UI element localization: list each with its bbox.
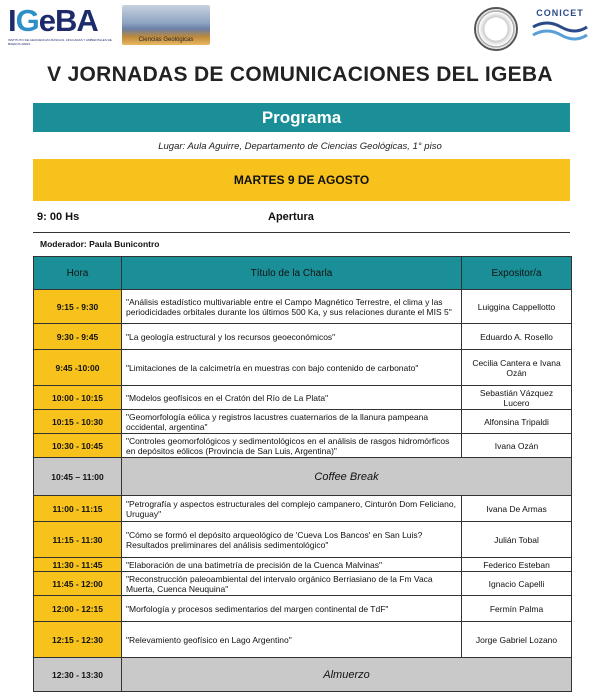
cell-hora: 12:00 - 12:15 [34, 596, 122, 622]
table-row-break [34, 658, 572, 692]
header-expositor: Expositor/a [462, 257, 572, 290]
cell-expositor: Ivana Ozán [462, 434, 572, 458]
table-row [34, 622, 572, 658]
table-row [34, 290, 572, 324]
conicet-wave-icon [531, 21, 589, 43]
cell-titulo: "Morfología y procesos sedimentarios del margen continental de TdF" [122, 596, 462, 622]
header-titulo: Título de la Charla [122, 257, 462, 290]
cell-titulo: "Análisis estadístico multivariable entre el Campo Magnético Terrestre, el clima y las periodicidades orbitales durante los últimos 500 Ka, y sus relaciones durante el MIS 5" [122, 290, 462, 324]
cell-hora: 9:45 -10:00 [34, 350, 122, 386]
cell-hora: 11:30 - 11:45 [34, 558, 122, 572]
opening-row [33, 208, 570, 233]
cell-hora: 11:15 - 11:30 [34, 522, 122, 558]
opening-time: 9: 00 Hs [37, 211, 80, 223]
cell-expositor: Cecilia Cantera e Ivana Ozán [462, 350, 572, 386]
cell-titulo: "Controles geomorfológicos y sedimentológicos en el análisis de rasgos hidromórficos en depósitos eólicos (Provincia de San Luis, Argentina)" [122, 434, 462, 458]
conicet-logo [528, 8, 592, 48]
program-table-body [34, 290, 572, 692]
page-title: V JORNADAS DE COMUNICACIONES DEL IGEBA [47, 63, 553, 86]
cell-titulo: "Petrografía y aspectos estructurales del complejo campanero, Cinturón Dom Feliciano, Uruguay" [122, 496, 462, 522]
moderator-text: Moderador: Paula Bunicontro [40, 239, 160, 249]
cell-titulo: "La geología estructural y los recursos geoeconómicos" [122, 324, 462, 350]
igeba-logo-text: IGeBA [8, 3, 98, 38]
table-row [34, 596, 572, 622]
ciencias-geologicas-logo [122, 5, 210, 45]
cell-titulo: "Reconstrucción paleoambiental del intervalo orgánico Berriasiano de la Fm Vaca Muerta, Cuenca Neuquina" [122, 572, 462, 596]
cell-hora: 10:15 - 10:30 [34, 410, 122, 434]
cell-expositor: Ivana De Armas [462, 496, 572, 522]
table-row [34, 434, 572, 458]
cell-titulo: "Limitaciones de la calcimetría en muestras con bajo contenido de carbonato" [122, 350, 462, 386]
igeba-logo [8, 3, 116, 46]
cell-expositor: Luiggina Cappellotto [462, 290, 572, 324]
cell-titulo: "Relevamiento geofísico en Lago Argentino" [122, 622, 462, 658]
university-seal-icon [474, 7, 518, 51]
geo-logo-caption: Ciencias Geológicas [138, 37, 194, 43]
cell-hora: 9:15 - 9:30 [34, 290, 122, 324]
table-row [34, 558, 572, 572]
table-row [34, 350, 572, 386]
table-row [34, 496, 572, 522]
table-row [34, 572, 572, 596]
cell-expositor: Sebastián Vázquez Lucero [462, 386, 572, 410]
cell-expositor: Eduardo A. Rosello [462, 324, 572, 350]
igeba-logo-subtext: INSTITUTO DE GEOCIENCIAS BÁSICAS, APLICADAS Y AMBIENTALES DE BUENOS AIRES [8, 38, 112, 46]
cell-hora: 10:30 - 10:45 [34, 434, 122, 458]
cell-hora: 10:00 - 10:15 [34, 386, 122, 410]
program-table [33, 256, 572, 692]
table-row [34, 324, 572, 350]
cell-hora: 11:00 - 11:15 [34, 496, 122, 522]
cell-expositor: Alfonsina Tripaldi [462, 410, 572, 434]
cell-expositor: Jorge Gabriel Lozano [462, 622, 572, 658]
opening-label: Apertura [268, 211, 314, 223]
cell-hora: 11:45 - 12:00 [34, 572, 122, 596]
cell-hora: 12:15 - 12:30 [34, 622, 122, 658]
table-row-break [34, 458, 572, 496]
header-hora: Hora [34, 257, 122, 290]
cell-expositor: Julián Tobal [462, 522, 572, 558]
cell-titulo: "Modelos geofísicos en el Cratón del Río de La Plata" [122, 386, 462, 410]
cell-expositor: Federico Esteban [462, 558, 572, 572]
programa-banner: Programa [33, 103, 570, 132]
cell-break-label: Almuerzo [122, 658, 572, 692]
cell-hora: 9:30 - 9:45 [34, 324, 122, 350]
cell-titulo: "Cómo se formó el depósito arqueológico de 'Cueva Los Bancos' en San Luis? Resultados preliminares del análisis sedimentológico" [122, 522, 462, 558]
day-band: MARTES 9 DE AGOSTO [33, 159, 570, 201]
cell-titulo: "Elaboración de una batimetría de precisión de la Cuenca Malvinas" [122, 558, 462, 572]
cell-expositor: Fermín Palma [462, 596, 572, 622]
conicet-logo-text: CONICET [536, 8, 584, 18]
cell-hora: 12:30 - 13:30 [34, 658, 122, 692]
cell-hora: 10:45 – 11:00 [34, 458, 122, 496]
table-row [34, 522, 572, 558]
table-header-row [34, 257, 572, 290]
table-row [34, 410, 572, 434]
cell-titulo: "Geomorfología eólica y registros lacustres cuaternarios de la llanura pampeana occidental, argentina" [122, 410, 462, 434]
venue-text: Lugar: Aula Aguirre, Departamento de Ciencias Geológicas, 1° piso [158, 141, 442, 152]
cell-break-label: Coffee Break [122, 458, 572, 496]
table-row [34, 386, 572, 410]
cell-expositor: Ignacio Capelli [462, 572, 572, 596]
